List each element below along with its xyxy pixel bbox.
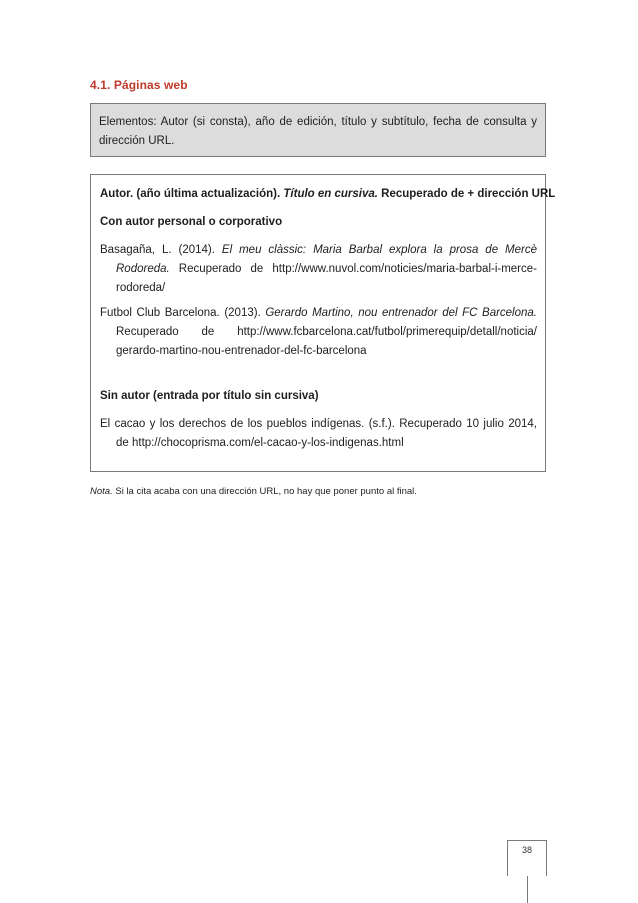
ref-suffix: Recuperado de http://www.fcbarcelona.cat/futbol/primerequip/detall/noticia/ gerardo-martino-nou-entrenador-del-fc-barcelona	[116, 326, 537, 357]
note-label: Nota.	[90, 486, 113, 497]
reference-entry	[100, 415, 537, 453]
ref-title: Gerardo Martino, nou entrenador del FC Barcelona.	[265, 307, 537, 319]
ref-title: El meu clàssic: Maria Barbal explora la prosa de Mercè Rodoreda.	[116, 244, 538, 275]
spacer	[100, 367, 537, 387]
footnote	[90, 486, 417, 497]
reference-entry	[100, 304, 537, 361]
reference-entry	[100, 241, 537, 298]
format-suffix: Recuperado de + dirección URL	[377, 188, 556, 200]
no-author-subhead: Sin autor (entrada por título sin cursiva)	[100, 390, 319, 402]
page-number: 38	[521, 845, 532, 855]
ref-prefix: El cacao y los derechos de los pueblos indígenas. (s.f.). Recuperado 10 julio 2014, de http://chocoprisma.com/el-cacao-y-los-indigenas.html	[100, 418, 537, 449]
ref-suffix: Recuperado de http://www.nuvol.com/noticies/maria-barbal-i-merce-rodoreda/	[116, 263, 537, 294]
page-number-rule	[527, 876, 528, 903]
elements-text: Elementos: Autor (si consta), año de edición, título y subtítulo, fecha de consulta y dirección URL.	[99, 116, 537, 147]
note-text: Si la cita acaba con una dirección URL, no hay que poner punto al final.	[112, 486, 417, 497]
section-heading: 4.1. Páginas web	[90, 78, 188, 92]
format-italic: Título en cursiva.	[283, 188, 378, 200]
ref-prefix: Basagaña, L. (2014).	[100, 244, 222, 256]
format-box	[90, 174, 556, 472]
ref-prefix: Futbol Club Barcelona. (2013).	[100, 307, 266, 319]
format-prefix: Autor. (año última actualización).	[100, 188, 284, 200]
elements-box	[90, 103, 546, 157]
format-line	[100, 185, 556, 203]
personal-author-subhead: Con autor personal o corporativo	[100, 216, 283, 228]
